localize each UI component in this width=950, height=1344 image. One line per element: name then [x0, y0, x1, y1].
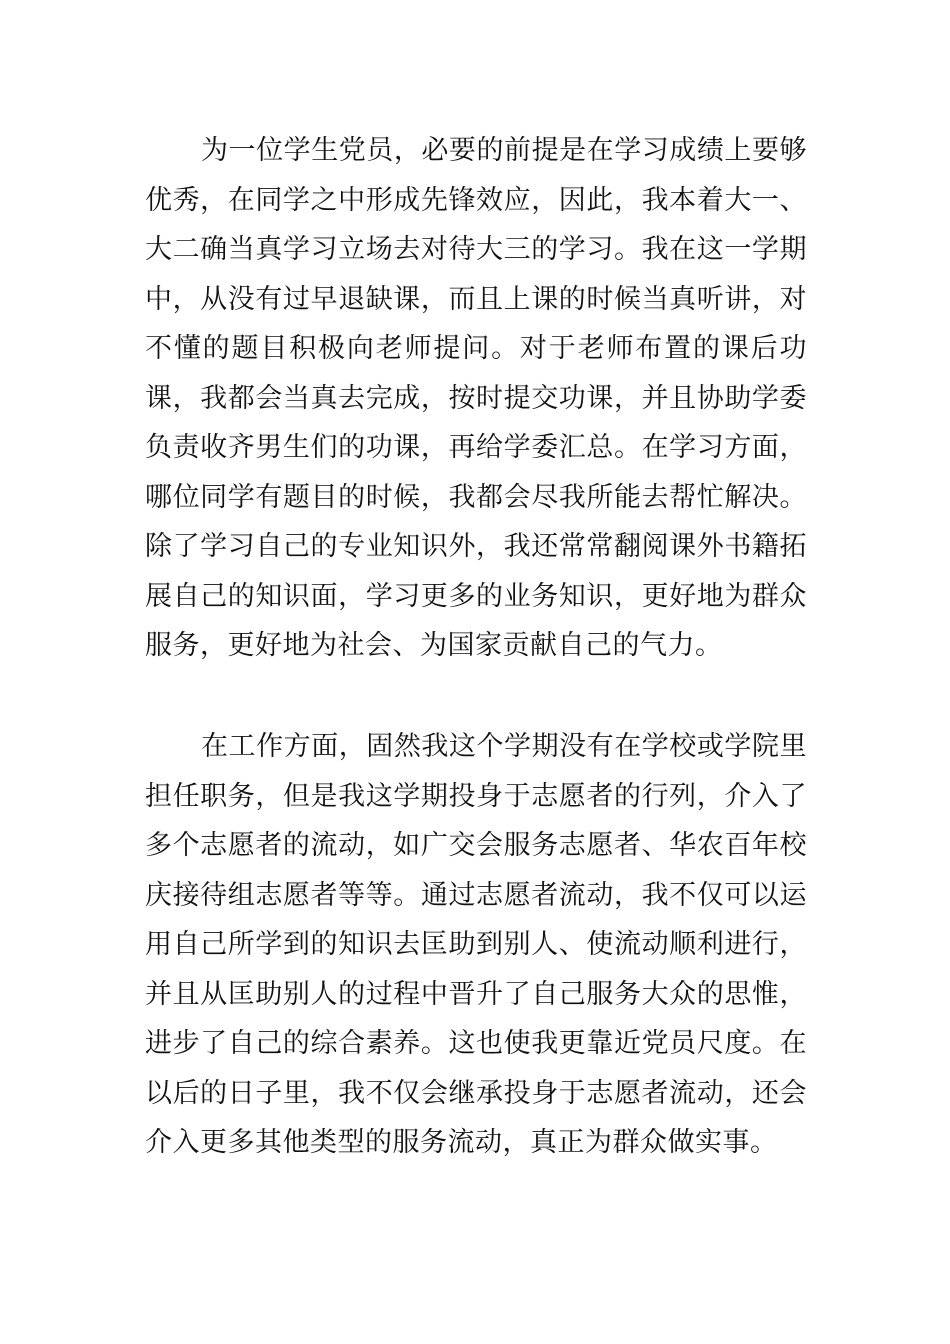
paragraph-work: 在工作方面，固然我这个学期没有在学校或学院里担任职务，但是我这学期投身于志愿者的行列，介入了多个志愿者的流动，如广交会服务志愿者、华农百年校庆接待组志愿者等等。通过志愿者流动，我不仅可以运用自己所学到的知识去匡助到别人、使流动顺利进行，并且从匡助别人的过程中晋升了自己服务大众的思惟，进步了自己的综合素养。这也使我更靠近党员尺度。在以后的日子里，我不仅会继承投身于志愿者流动，还会介入更多其他类型的服务流动，真正为群众做实事。 [145, 731, 807, 1158]
paragraph-study: 为一位学生党员，必要的前提是在学习成绩上要够优秀，在同学之中形成先锋效应，因此，我本着大一、大二确当真学习立场去对待大三的学习。我在这一学期中，从没有过早退缺课，而且上课的时候当真听讲，对不懂的题目积极向老师提问。对于老师布置的课后功课，我都会当真去完成，按时提交功课，并且协助学委负责收齐男生们的功课，再给学委汇总。在学习方面，哪位同学有题目的时候，我都会尽我所能去帮忙解决。除了学习自己的专业知识外，我还常常翻阅课外书籍拓展自己的知识面，学习更多的业务知识，更好地为群众服务，更好地为社会、为国家贡献自己的气力。 [145, 135, 807, 661]
